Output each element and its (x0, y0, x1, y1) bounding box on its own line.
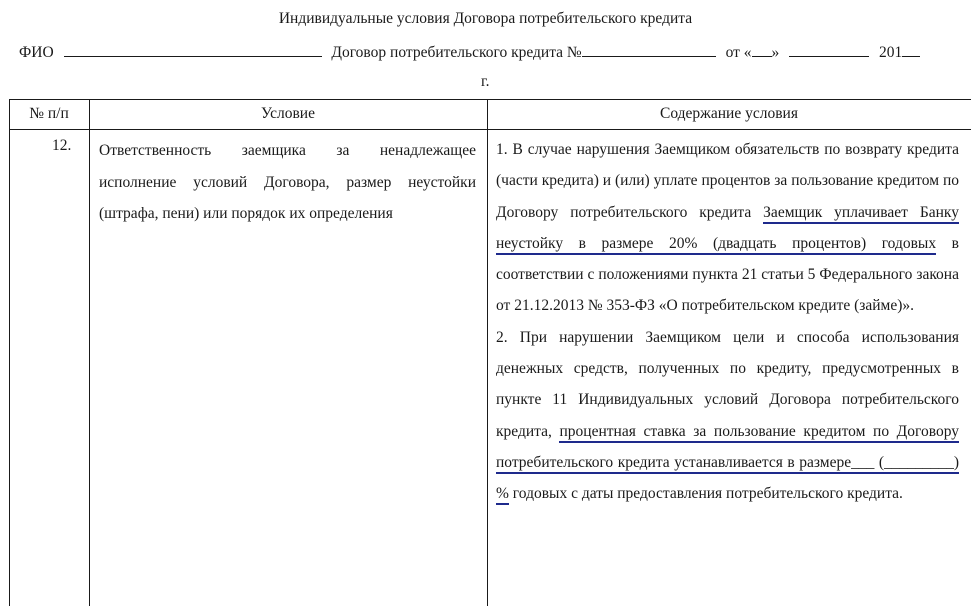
header-condition: Условие (261, 105, 315, 122)
table-header-border (9, 129, 971, 130)
table-col-divider-2 (487, 99, 488, 606)
header-content: Содержание условия (660, 105, 798, 122)
day-blank (752, 42, 772, 57)
header-num: № п/п (29, 105, 69, 122)
p2-start: 2. При нарушении Заемщиком цели и способа использования денежных средств, полученных по кредиту, предусмотренных в пункте 11 Индивидуальных условий Договора потребительского кредита, (496, 328, 959, 440)
p1-highlight: Заемщик уплачивает Банку неустойку в размере 20% (двадцать процентов) годовых (496, 204, 959, 255)
month-blank (789, 42, 869, 57)
year-blank (902, 42, 920, 57)
fio-label: ФИО (19, 44, 54, 61)
date-from-label: от « (725, 44, 752, 61)
p1-start: 1. В случае нарушения Заемщиком обязательств по возврату кредита (части кредита) и (или) уплате процентов за пользование кредитом по Договору потребительского кредита (496, 141, 959, 221)
paragraph-1 (496, 134, 959, 322)
fio-blank (64, 42, 322, 57)
p1-end: в соответствии с положениями пункта 21 статьи 5 Федерального закона от 21.12.2013 № 353-ФЗ «О потребительском кредите (займе)». (496, 234, 959, 315)
row-number: 12. (52, 137, 72, 154)
contract-label: Договор потребительского кредита № (331, 44, 582, 61)
contract-number-blank (582, 42, 716, 57)
year-label: 201 (879, 44, 903, 61)
content-cell (496, 134, 959, 510)
table-col-divider-1 (89, 99, 90, 606)
date-close-label: » (771, 44, 780, 61)
p2-highlight: процентная ставка за пользование кредитом по Договору потребительского кредита устанавливается в размере___ (_________) % (496, 423, 959, 506)
p2-end: годовых с даты предоставления потребительского кредита. (512, 485, 903, 503)
year-suffix: г. (481, 73, 490, 90)
table-top-border (9, 99, 971, 100)
table-left-border (9, 99, 10, 606)
document-title: Индивидуальные условия Договора потребительского кредита (278, 10, 693, 27)
fio-line (19, 42, 959, 62)
paragraph-2 (496, 322, 959, 510)
condition-text: Ответственность заемщика за ненадлежащее исполнение условий Договора, размер неустойки (штрафа, пени) или порядок их определения (99, 142, 476, 223)
